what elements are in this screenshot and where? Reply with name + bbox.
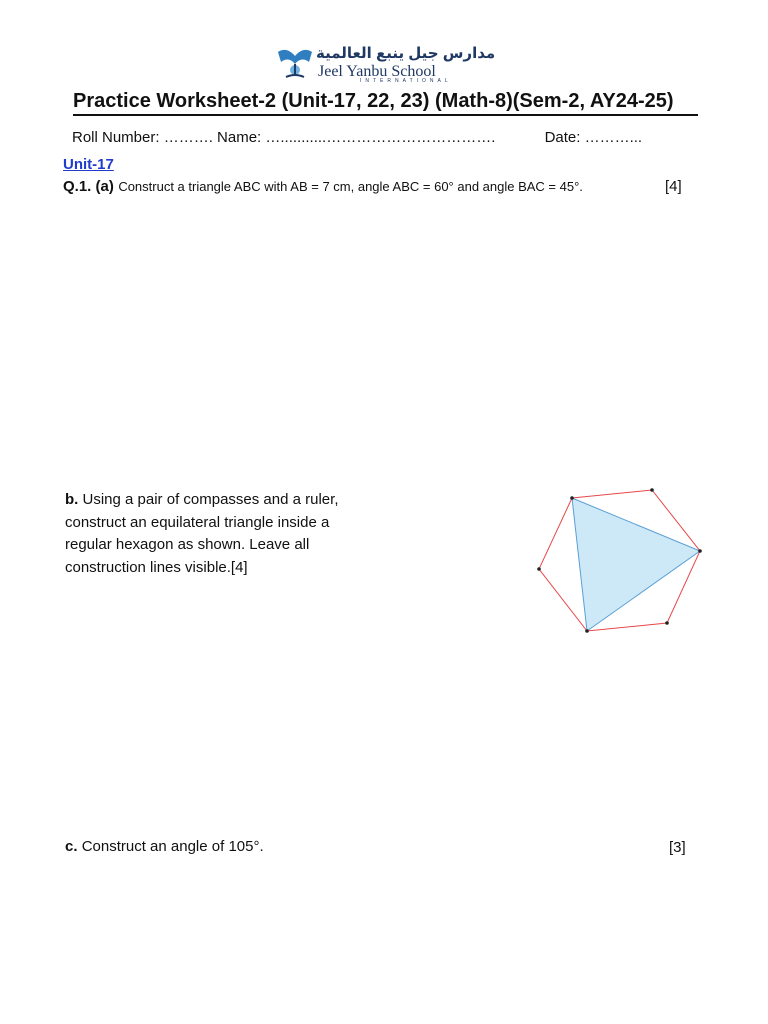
- question-1c: [65, 838, 264, 855]
- question-1c-label: c.: [65, 838, 78, 855]
- question-1a-marks: [4]: [665, 178, 682, 195]
- date-field: Date: ………...: [544, 129, 643, 146]
- school-subtitle: INTERNATIONAL: [360, 78, 452, 84]
- open-book-tree-icon: [276, 44, 314, 80]
- question-1a-text: Construct a triangle ABC with AB = 7 cm, angle ABC = 60° and angle BAC = 45°.: [118, 179, 583, 194]
- school-name-english: Jeel Yanbu School: [318, 63, 436, 80]
- title-underline: [73, 114, 698, 116]
- question-1b: [65, 489, 365, 579]
- unit-heading: Unit-17: [63, 156, 114, 173]
- question-1c-marks: [3]: [669, 839, 686, 856]
- school-name-arabic: مدارس جيل ينبع العالمية: [316, 45, 496, 62]
- hexagon-triangle-figure: [530, 482, 710, 642]
- student-info-line: [72, 129, 642, 146]
- question-1b-text: Using a pair of compasses and a ruler, construct an equilateral triangle inside a regular hexagon as shown. Leave all construction lines visible.[4]: [65, 491, 339, 576]
- roll-number-name-field: Roll Number: ………. Name: …...........…………………………….: [72, 129, 496, 146]
- question-1b-label: b.: [65, 491, 79, 508]
- equilateral-triangle: [572, 498, 700, 631]
- question-1a: [63, 178, 583, 196]
- question-1c-text: Construct an angle of 105°.: [81, 838, 264, 855]
- question-1a-label: Q.1. (a): [63, 178, 114, 195]
- worksheet-title: Practice Worksheet-2 (Unit-17, 22, 23) (Math-8)(Sem-2, AY24-25): [73, 90, 674, 112]
